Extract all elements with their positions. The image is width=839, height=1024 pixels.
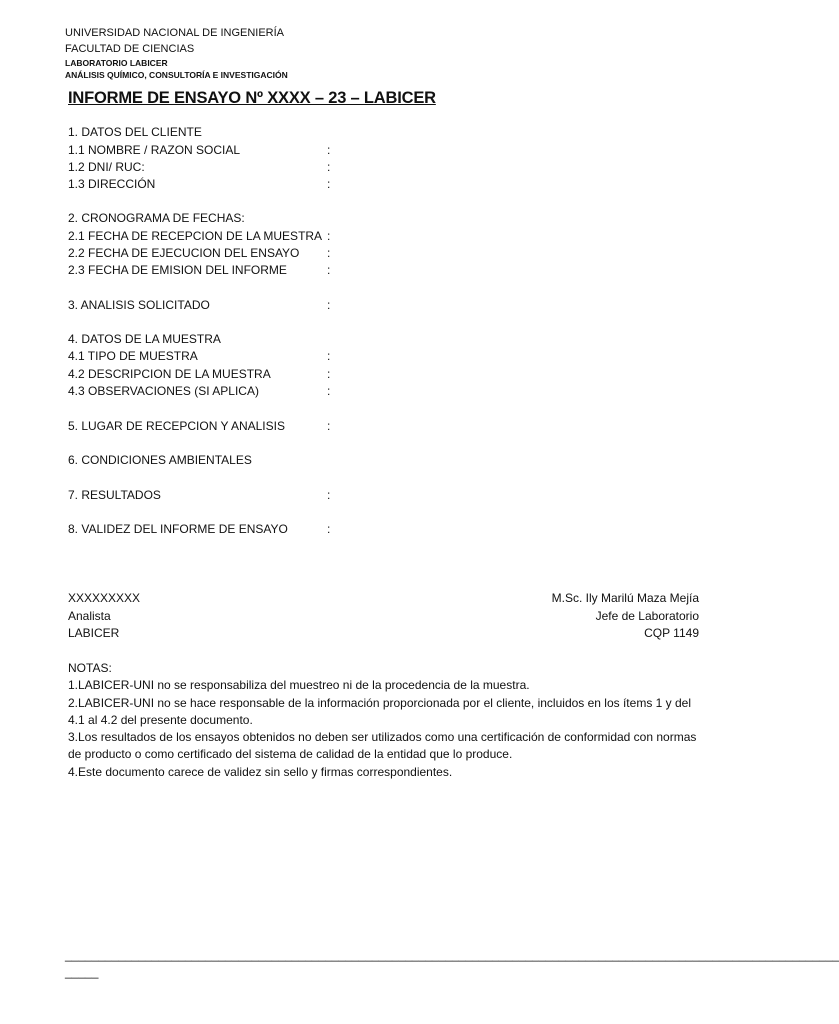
section-requested-analysis: 3. ANALISIS SOLICITADO	[68, 298, 210, 312]
lab-services: ANÁLISIS QUÍMICO, CONSULTORÍA E INVESTIGACIÓN	[65, 70, 288, 80]
section-dates: 2. CRONOGRAMA DE FECHAS:	[68, 211, 245, 225]
chief-id: CQP 1149	[644, 626, 699, 640]
section-report-validity: 8. VALIDEZ DEL INFORME DE ENSAYO	[68, 522, 288, 536]
section-reception-place: 5. LUGAR DE RECEPCION Y ANALISIS	[68, 419, 285, 433]
analyst-org: LABICER	[68, 626, 120, 640]
report-title: INFORME DE ENSAYO Nº XXXX – 23 – LABICER	[68, 89, 436, 107]
field-issue-date-colon: :	[327, 263, 331, 277]
reception-place-colon: :	[327, 419, 331, 433]
note-3: 3.Los resultados de los ensayos obtenidos no deben ser utilizados como una certificación de conformidad con normas de producto o como certificado del sistema de calidad de la entidad que lo produce.	[68, 730, 697, 762]
field-sample-type-label: 4.1 TIPO DE MUESTRA	[68, 349, 198, 363]
note-1: 1.LABICER-UNI no se responsabiliza del muestreo ni de la procedencia de la muestra.	[68, 678, 530, 693]
analyst-role: Analista	[68, 609, 111, 623]
field-observations-label: 4.3 OBSERVACIONES (SI APLICA)	[68, 384, 259, 398]
field-observations-colon: :	[327, 384, 331, 398]
field-sample-type-colon: :	[327, 349, 331, 363]
section-client-data: 1. DATOS DEL CLIENTE	[68, 125, 202, 139]
university-name: UNIVERSIDAD NACIONAL DE INGENIERÍA	[65, 27, 285, 39]
field-execution-date-label: 2.2 FECHA DE EJECUCION DEL ENSAYO	[68, 246, 300, 260]
field-sample-description-colon: :	[327, 367, 331, 381]
faculty-name: FACULTAD DE CIENCIAS	[65, 43, 195, 55]
section-environmental-conditions: 6. CONDICIONES AMBIENTALES	[68, 453, 252, 467]
field-dni-colon: :	[327, 160, 331, 174]
requested-analysis-colon: :	[327, 298, 331, 312]
field-issue-date-label: 2.3 FECHA DE EMISION DEL INFORME	[68, 263, 287, 277]
notes-section	[68, 660, 708, 781]
field-name-label: 1.1 NOMBRE / RAZON SOCIAL	[68, 143, 241, 157]
field-dni-label: 1.2 DNI/ RUC:	[68, 160, 145, 174]
note-4: 4.Este documento carece de validez sin sello y firmas correspondientes.	[68, 764, 453, 779]
notes-heading: NOTAS:	[68, 661, 112, 675]
field-address-label: 1.3 DIRECCIÓN	[68, 177, 156, 191]
footer-rule-tail: _____	[65, 965, 99, 979]
field-reception-date-colon: :	[327, 229, 331, 243]
report-validity-colon: :	[327, 522, 331, 536]
note-2: 2.LABICER-UNI no se hace responsable de la información proporcionada por el cliente, incluidos en los ítems 1 y del 4.1 al 4.2 del presente documento.	[68, 695, 692, 727]
section-results: 7. RESULTADOS	[68, 488, 161, 502]
field-execution-date-colon: :	[327, 246, 331, 260]
field-address-colon: :	[327, 177, 331, 191]
field-reception-date-label: 2.1 FECHA DE RECEPCION DE LA MUESTRA	[68, 229, 323, 243]
analyst-name: XXXXXXXXX	[68, 591, 141, 605]
chief-role: Jefe de Laboratorio	[595, 609, 699, 623]
field-sample-description-label: 4.2 DESCRIPCION DE LA MUESTRA	[68, 367, 271, 381]
field-name-colon: :	[327, 143, 331, 157]
lab-name: LABORATORIO LABICER	[65, 58, 168, 68]
chief-name: M.Sc. Ily Marilú Maza Mejía	[551, 591, 699, 605]
footer-rule: ____________________________________________________________________________________________________________________	[65, 948, 839, 962]
section-sample-data: 4. DATOS DE LA MUESTRA	[68, 332, 221, 346]
results-colon: :	[327, 488, 331, 502]
